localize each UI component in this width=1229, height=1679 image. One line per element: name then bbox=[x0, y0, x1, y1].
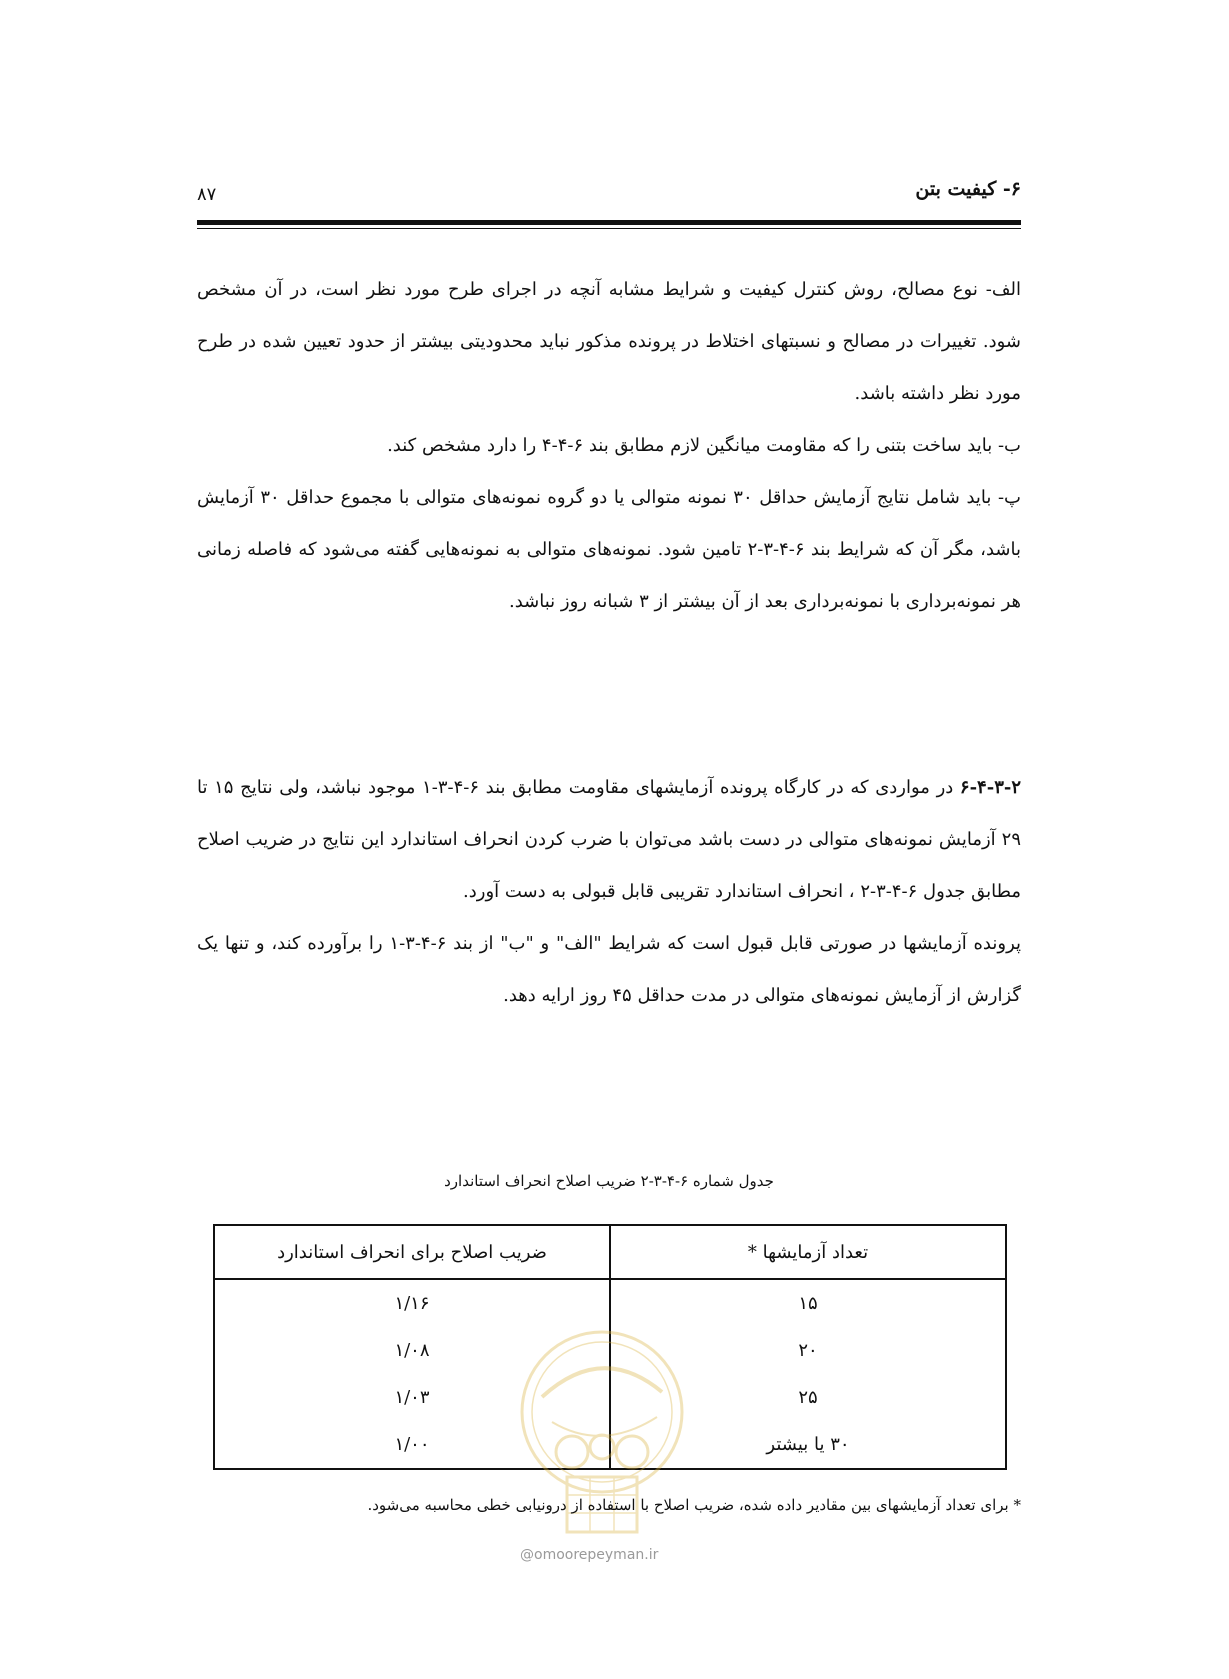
paragraph-pe: پ- باید شامل نتایج آزمایش حداقل ۳۰ نمونه متوالی یا دو گروه نمونه‌های متوالی با مجموع حداقل ۳۰ آزمایش باشد، مگر آن که شرایط بند ۶-۴-۳-۲ تامین شود. نمونه‌های متوالی به نمونه‌هایی گفته می‌شود که فاصله زمانی هر نمونه‌برداری با نمونه‌برداری بعد از آن بیشتر از ۳ شبانه روز نباشد. bbox=[197, 487, 1022, 612]
table-cell-factor: ۱/۰۸ bbox=[394, 1340, 430, 1361]
header-rule-thin bbox=[197, 228, 1021, 229]
table-cell-tests: ۲۵ bbox=[610, 1374, 1006, 1421]
table-row bbox=[214, 1279, 1006, 1327]
table-cell-tests: ۱۵ bbox=[610, 1279, 1006, 1327]
section-b-paragraph-2: پرونده آزمایشها در صورتی قابل قبول است که شرایط "الف" و "ب" از بند ۶-۴-۳-۱ را برآورده کند، و تنها یک گزارش از آزمایش نمونه‌های متوالی در مدت حداقل ۴۵ روز ارایه دهد. bbox=[197, 933, 1022, 1006]
paragraph-alef: الف- نوع مصالح، روش کنترل کیفیت و شرایط مشابه آنچه در اجرای طرح مورد نظر است، در آن مشخص شود. تغییرات در مصالح و نسبتهای اختلاط در پرونده مذکور نباید محدودیتی بیشتر از حدود تعیین شده در طرح مورد نظر داشته باشد. bbox=[197, 279, 1021, 404]
watermark-url: @omoorepeyman.ir bbox=[520, 1547, 659, 1563]
table-cell-tests: ۳۰ یا بیشتر bbox=[610, 1421, 1006, 1469]
header-rule-thick bbox=[197, 220, 1021, 225]
table-cell-factor: ۱/۰۰ bbox=[394, 1434, 430, 1455]
paragraph-be: ب- باید ساخت بتنی را که مقاومت میانگین لازم مطابق بند ۶-۴-۴ را دارد مشخص کند. bbox=[387, 435, 1021, 456]
table-cell-factor: ۱/۰۳ bbox=[394, 1387, 430, 1408]
chapter-title: ۶- کیفیت بتن bbox=[915, 178, 1021, 200]
table-header-row bbox=[214, 1225, 1006, 1279]
table-footnote: * برای تعداد آزمایشهای بین مقادیر داده شده، ضریب اصلاح با استفاده از درونیابی خطی محاسبه می‌شود. bbox=[367, 1496, 1021, 1514]
page-number: ۸۷ bbox=[197, 184, 217, 205]
section-b bbox=[197, 762, 1021, 1022]
section-b-text: در مواردی که در کارگاه پرونده آزمایشهای مقاومت مطابق بند ۶-۴-۳-۱ موجود نباشد، ولی نتایج ۱۵ تا ۲۹ آزمایش نمونه‌های متوالی در دست باشد می‌توان با ضرب کردن انحراف استاندارد این نتایج در ضریب اصلاح مطابق جدول ۶-۴-۳-۲ ، انحراف استاندارد تقریبی قابل قبولی به دست آورد. bbox=[197, 777, 1021, 902]
table-caption: جدول شماره ۶-۴-۳-۲ ضریب اصلاح انحراف استاندارد bbox=[444, 1172, 774, 1190]
table-header-factor: ضریب اصلاح برای انحراف استاندارد bbox=[214, 1225, 610, 1279]
table-header-tests: تعداد آزمایشها * bbox=[610, 1225, 1006, 1279]
table-cell-factor: ۱/۱۶ bbox=[394, 1293, 430, 1314]
section-b-paragraph-1 bbox=[197, 762, 1021, 918]
section-heading-number: ۶-۴-۳-۲ bbox=[959, 777, 1022, 798]
table-cell-tests: ۲۰ bbox=[610, 1327, 1006, 1374]
section-a bbox=[197, 264, 1021, 628]
